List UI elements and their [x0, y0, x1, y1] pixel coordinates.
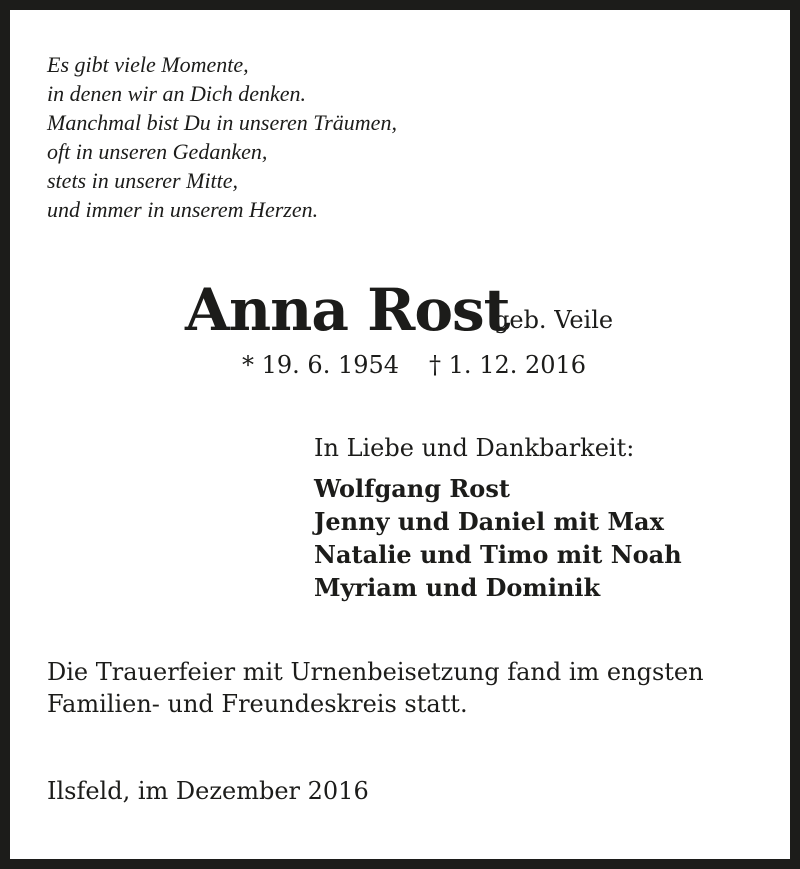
poem-line: und immer in unserem Herzen.	[47, 197, 319, 222]
mourner: Myriam und Dominik	[314, 573, 601, 602]
mourners-list	[314, 472, 682, 604]
life-dates	[242, 350, 586, 380]
mourner: Wolfgang Rost	[314, 474, 510, 503]
funeral-note-line: Die Trauerfeier mit Urnenbeisetzung fand im engsten	[47, 658, 704, 686]
funeral-note	[47, 656, 704, 720]
mourner: Jenny und Daniel mit Max	[314, 507, 664, 536]
funeral-note-line: Familien- und Freundeskreis statt.	[47, 690, 468, 718]
maiden-name: geb. Veile	[494, 306, 614, 334]
poem-line: in denen wir an Dich denken.	[47, 81, 307, 106]
poem	[47, 50, 397, 224]
place-date: Ilsfeld, im Dezember 2016	[47, 777, 369, 805]
poem-line: Manchmal bist Du in unseren Träumen,	[47, 110, 397, 135]
poem-line: stets in unserer Mitte,	[47, 168, 239, 193]
mourner: Natalie und Timo mit Noah	[314, 540, 682, 569]
poem-line: Es gibt viele Momente,	[47, 52, 249, 77]
deceased-name: Anna Rost	[185, 276, 510, 344]
birth-date: * 19. 6. 1954	[242, 351, 400, 379]
death-date: † 1. 12. 2016	[429, 351, 587, 379]
poem-line: oft in unseren Gedanken,	[47, 139, 268, 164]
mourners-intro: In Liebe und Dankbarkeit:	[314, 434, 635, 462]
